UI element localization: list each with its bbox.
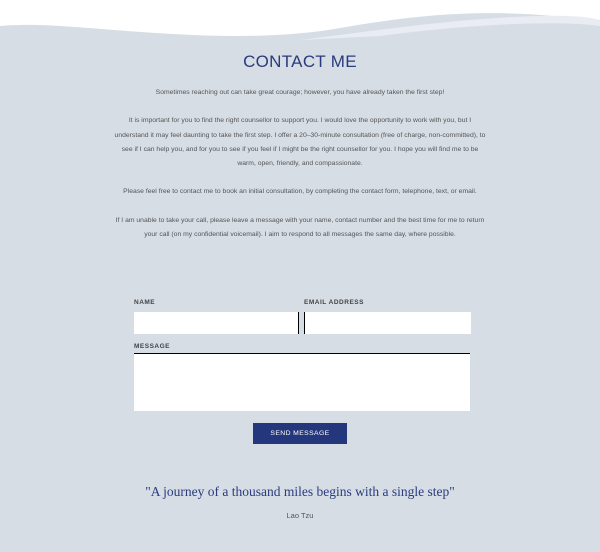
intro-paragraph: If I am unable to take your call, please leave a message with your name, contact number and the best time for me to return your call (on my confidential voicemail). I aim to respond to all messages the same day, where possible. — [115, 216, 485, 239]
quote-text: "A journey of a thousand miles begins with a single step" — [145, 484, 455, 499]
email-field[interactable] — [304, 312, 471, 334]
name-field[interactable] — [134, 312, 299, 334]
message-field[interactable] — [134, 353, 470, 411]
intro-paragraph: Please feel free to contact me to book an initial consultation, by completing the contact form, telephone, text, or email. — [123, 188, 477, 196]
message-label: MESSAGE — [134, 343, 171, 350]
send-message-button[interactable]: SEND MESSAGE — [253, 423, 347, 444]
intro-paragraph: It is important for you to find the right counsellor to support you. I would love the opportunity to work with you, but I understand it may feel daunting to take the first step. I offer a 20–30-minute consultation (free of charge, non-committed), to see if I can help you, and for you to see if you feel if I might be the right counsellor for you. I hope you will find me to be warm, open, friendly, and compassionate. — [114, 117, 486, 168]
page-title: CONTACT ME — [243, 52, 357, 71]
quote-author: Lao Tzu — [286, 511, 314, 520]
name-label: NAME — [134, 299, 156, 306]
intro-text — [112, 86, 488, 256]
email-label: EMAIL ADDRESS — [304, 299, 364, 306]
intro-paragraph: Sometimes reaching out can take great courage; however, you have already taken the first step! — [155, 89, 445, 96]
